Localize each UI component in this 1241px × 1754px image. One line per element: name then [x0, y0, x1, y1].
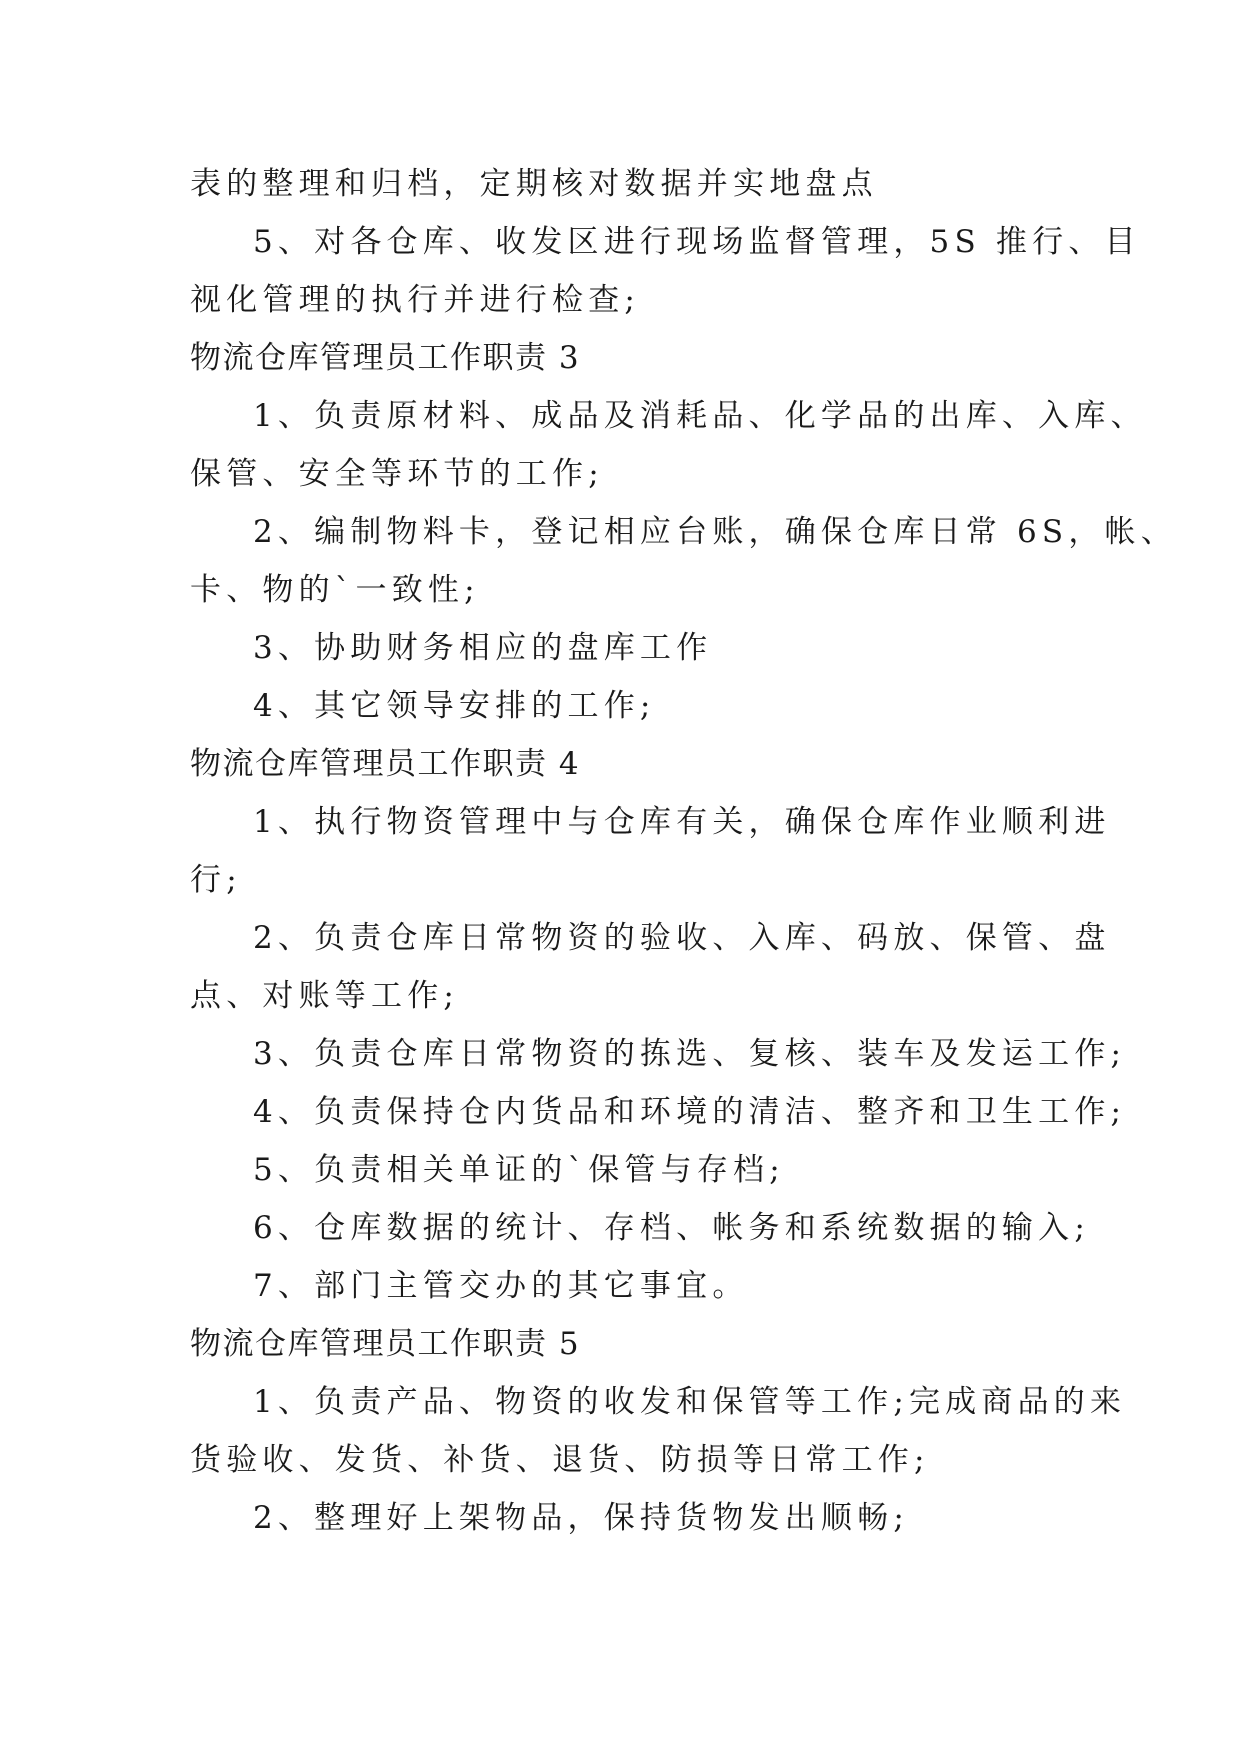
text-line: 1、负责产品、物资的收发和保管等工作;完成商品的来 [253, 1384, 1127, 1420]
section-heading: 物流仓库管理员工作职责 5 [190, 1326, 581, 1362]
text-line: 卡、物的`一致性; [190, 572, 480, 608]
text-line: 货验收、发货、补货、退货、防损等日常工作; [190, 1442, 930, 1478]
text-line: 2、编制物料卡，登记相应台账，确保仓库日常 6S，帐、 [253, 514, 1177, 550]
text-line: 6、仓库数据的统计、存档、帐务和系统数据的输入; [253, 1210, 1090, 1246]
text-line: 3、协助财务相应的盘库工作 [253, 630, 713, 666]
section-heading: 物流仓库管理员工作职责 4 [190, 746, 581, 782]
text-line: 表的整理和归档，定期核对数据并实地盘点 [190, 166, 878, 202]
text-line: 1、负责原材料、成品及消耗品、化学品的出库、入库、 [253, 398, 1147, 434]
text-line: 2、整理好上架物品，保持货物发出顺畅; [253, 1500, 909, 1536]
text-line: 保管、安全等环节的工作; [190, 456, 604, 492]
text-line: 4、其它领导安排的工作; [253, 688, 656, 724]
text-line: 2、负责仓库日常物资的验收、入库、码放、保管、盘 [253, 920, 1111, 956]
text-line: 5、对各仓库、收发区进行现场监督管理，5S 推行、目 [253, 224, 1141, 260]
text-line: 1、执行物资管理中与仓库有关，确保仓库作业顺利进 [253, 804, 1111, 840]
text-line: 3、负责仓库日常物资的拣选、复核、装车及发运工作; [253, 1036, 1127, 1072]
text-line: 4、负责保持仓内货品和环境的清洁、整齐和卫生工作; [253, 1094, 1127, 1130]
section-heading: 物流仓库管理员工作职责 3 [190, 340, 581, 376]
text-line: 点、对账等工作; [190, 978, 460, 1014]
text-line: 视化管理的执行并进行检查; [190, 282, 641, 318]
text-line: 5、负责相关单证的`保管与存档; [253, 1152, 785, 1188]
text-line: 行; [190, 862, 242, 898]
text-line: 7、部门主管交办的其它事宜。 [253, 1268, 749, 1304]
